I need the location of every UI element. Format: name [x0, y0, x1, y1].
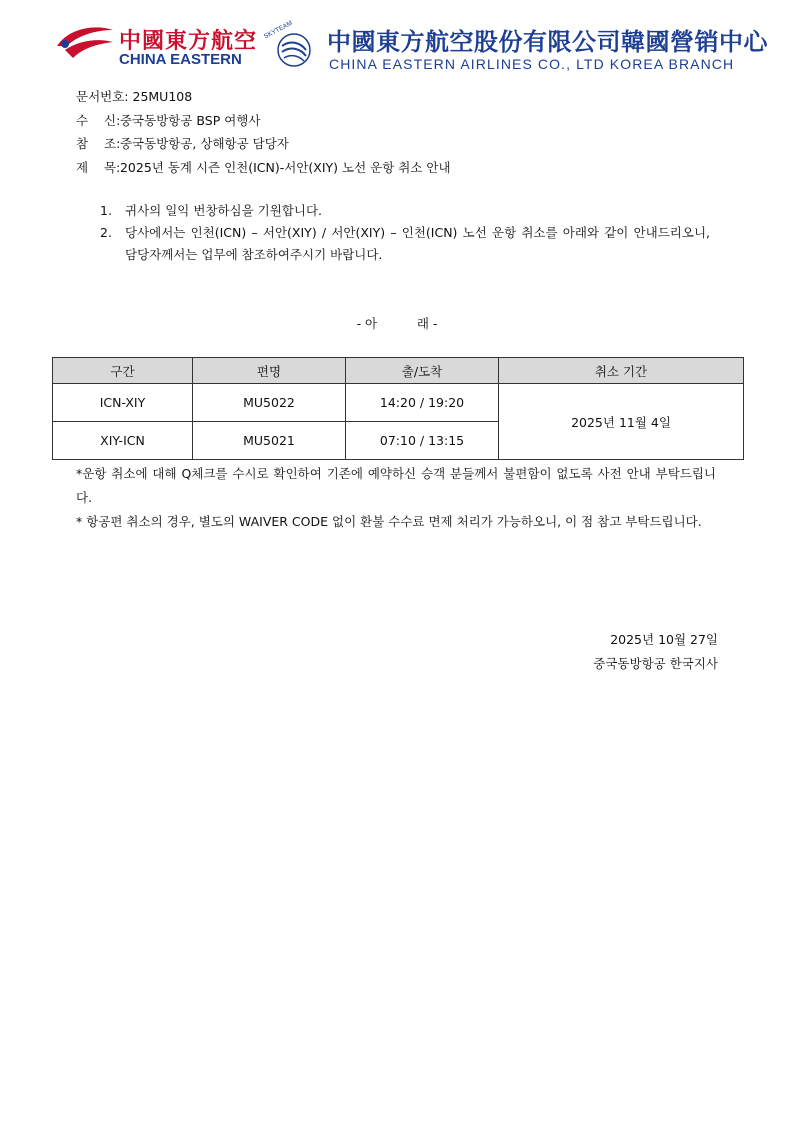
cancel-period-cell: 2025년 11월 4일: [499, 384, 744, 460]
body-items: [100, 200, 710, 266]
subject-value: 2025년 동계 시즌 인천(ICN)-서안(XIY) 노선 운항 취소 안내: [119, 159, 451, 175]
meta-subject: 제 목: 2025년 동계 시즌 인천(ICN)-서안(XIY) 노선 운항 취소 안내: [76, 156, 451, 180]
col-header-route: 구간: [53, 358, 193, 384]
col-header-flight: 편명: [193, 358, 346, 384]
logo-english-name: CHINA EASTERN: [119, 51, 242, 68]
document-meta: [76, 85, 451, 179]
route-cell: XIY-ICN: [53, 422, 193, 460]
signoff: [593, 628, 718, 676]
time-cell: 07:10 / 13:15: [346, 422, 499, 460]
route-cell: ICN-XIY: [53, 384, 193, 422]
col-header-time: 출/도착: [346, 358, 499, 384]
skyteam-logo: [260, 20, 316, 72]
reference-value: 중국동방항공, 상해항공 담당자: [119, 136, 289, 151]
flight-cell: MU5021: [193, 422, 346, 460]
recipient-value: 중국동방항공 BSP 여행사: [119, 112, 261, 128]
signoff-org: 중국동방항공 한국지사: [593, 656, 718, 671]
time-cell: 14:20 / 19:20: [346, 384, 499, 422]
svg-text:SKYTEAM: SKYTEAM: [262, 20, 294, 41]
note-waiver: * 항공편 취소의 경우, 별도의 WAIVER CODE 없이 환불 수수료 면제 처리가 가능하오니, 이 점 참고 부탁드립니다.: [76, 514, 702, 529]
footnotes: [76, 462, 716, 534]
col-header-cancel-period: 취소 기간: [499, 358, 744, 384]
list-item: 1. 귀사의 일익 번창하심을 기원합니다.: [100, 203, 323, 218]
logo-chinese-name: 中國東方航空: [119, 29, 258, 54]
notice-heading: - 아 래 -: [356, 316, 438, 331]
doc-number: 문서번호: 25MU108: [76, 89, 193, 104]
china-eastern-swallow-logo: [55, 24, 115, 64]
branch-chinese-name: 中國東方航空股份有限公司韓國營销中心: [327, 28, 768, 56]
meta-recipient: 수 신: 중국동방항공 BSP 여행사: [76, 109, 451, 133]
table-row: [53, 384, 744, 422]
signoff-date: 2025년 10월 27일: [610, 632, 718, 647]
meta-reference: 참 조: 중국동방항공, 상해항공 담당자: [76, 132, 451, 156]
note-qcheck: *운항 취소에 대해 Q체크를 수시로 확인하여 기존에 예약하신 승객 분들께서 불편함이 없도록 사전 안내 부탁드립니다.: [76, 466, 716, 505]
letterhead: [55, 18, 768, 78]
branch-english-name: CHINA EASTERN AIRLINES CO., LTD KOREA BRANCH: [329, 56, 735, 72]
table-header-row: [53, 358, 744, 384]
list-item: 2. 당사에서는 인천(ICN) – 서안(XIY) / 서안(XIY) – 인천(ICN) 노선 운항 취소를 아래와 같이 안내드리오니, 담당자께서는 업무에 참조하여주시기 바랍니다.: [100, 225, 710, 262]
cancellation-table: [52, 357, 744, 460]
flight-cell: MU5022: [193, 384, 346, 422]
